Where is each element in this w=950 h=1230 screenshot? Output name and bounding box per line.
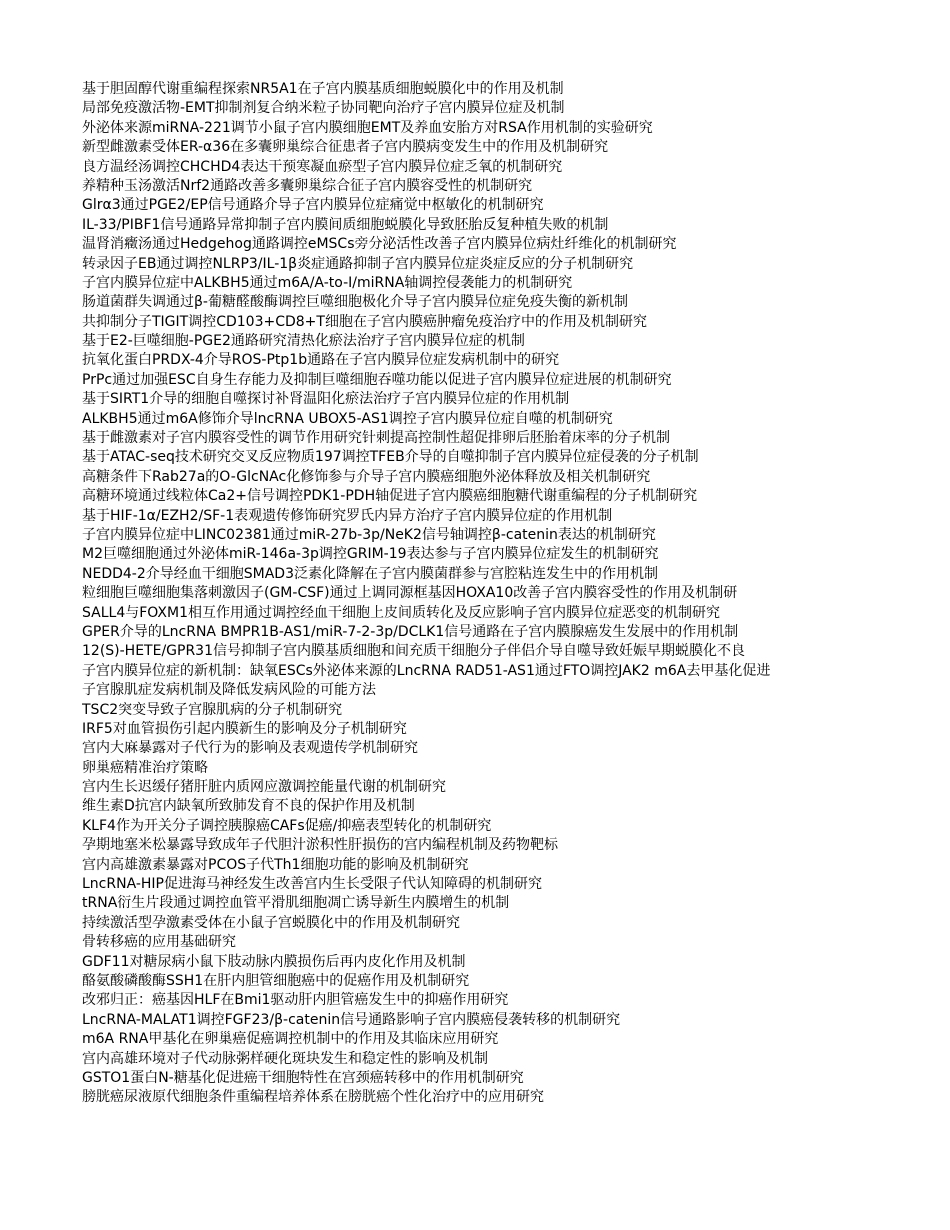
project-title-line: 良方温经汤调控CHCHD4表达干预寒凝血瘀型子宫内膜异位症乏氧的机制研究 bbox=[82, 158, 563, 175]
project-title-line: 外泌体来源miRNA-221调节小鼠子宫内膜细胞EMT及养血安胎方对RSA作用机制的实验研究 bbox=[82, 119, 653, 136]
project-title-line: 维生素D抗宫内缺氧所致肺发育不良的保护作用及机制 bbox=[82, 798, 415, 815]
project-title-line: IRF5对血管损伤引起内膜新生的影响及分子机制研究 bbox=[82, 720, 407, 737]
project-title-line: LncRNA-MALAT1调控FGF23/β-catenin信号通路影响子宫内膜癌侵袭转移的机制研究 bbox=[82, 1011, 621, 1028]
project-title-line: 肠道菌群失调通过β-葡糖醛酸酶调控巨噬细胞极化介导子宫内膜异位症免疫失衡的新机制 bbox=[82, 294, 628, 311]
project-title-line: 基于SIRT1介导的细胞自噬探讨补肾温阳化瘀法治疗子宫内膜异位症的作用机制 bbox=[82, 391, 570, 408]
project-title-line: 12(S)-HETE/GPR31信号抑制子宫内膜基质细胞和间充质干细胞分子伴侣介导自噬导致妊娠早期蜕膜化不良 bbox=[82, 643, 745, 660]
project-title-line: 局部免疫激活物-EMT抑制剂复合纳米粒子协同靶向治疗子宫内膜异位症及机制 bbox=[82, 100, 565, 117]
project-title-line: 宫内高雄环境对子代动脉粥样硬化斑块发生和稳定性的影响及机制 bbox=[82, 1050, 488, 1067]
project-title-line: GSTO1蛋白N-糖基化促进癌干细胞特性在宫颈癌转移中的作用机制研究 bbox=[82, 1069, 524, 1086]
project-title-line: 子宫内膜异位症中ALKBH5通过m6A/A-to-I/miRNA轴调控侵袭能力的机制研究 bbox=[82, 274, 573, 291]
project-title-line: 基于E2-巨噬细胞-PGE2通路研究清热化瘀法治疗子宫内膜异位症的机制 bbox=[82, 333, 525, 350]
project-title-line: 子宫腺肌症发病机制及降低发病风险的可能方法 bbox=[82, 682, 376, 699]
project-title-line: 基于ATAC-seq技术研究交叉反应物质197调控TFEB介导的自噬抑制子宫内膜异位症侵袭的分子机制 bbox=[82, 449, 699, 466]
project-title-line: 高糖环境通过线粒体Ca2+信号调控PDK1-PDH轴促进子宫内膜癌细胞糖代谢重编程的分子机制研究 bbox=[82, 488, 698, 505]
project-title-line: M2巨噬细胞通过外泌体miR-146a-3p调控GRIM-19表达参与子宫内膜异位症发生的机制研究 bbox=[82, 546, 659, 563]
project-title-line: 新型雌激素受体ER-α36在多囊卵巢综合征患者子宫内膜病变发生中的作用及机制研究 bbox=[82, 139, 609, 156]
project-title-line: SALL4与FOXM1相互作用通过调控经血干细胞上皮间质转化及反应影响子宫内膜异位症恶变的机制研究 bbox=[82, 604, 720, 621]
project-title-line: 抗氧化蛋白PRDX-4介导ROS-Ptp1b通路在子宫内膜异位症发病机制中的研究 bbox=[82, 352, 560, 369]
project-title-line: 共抑制分子TIGIT调控CD103+CD8+T细胞在子宫内膜癌肿瘤免疫治疗中的作用及机制研究 bbox=[82, 313, 647, 330]
project-title-line: 子宫内膜异位症的新机制：缺氧ESCs外泌体来源的LncRNA RAD51-AS1通过FTO调控JAK2 m6A去甲基化促进 bbox=[82, 662, 771, 679]
project-title-line: ALKBH5通过m6A修饰介导lncRNA UBOX5-AS1调控子宫内膜异位症自噬的机制研究 bbox=[82, 410, 613, 427]
project-title-line: 孕期地塞米松暴露导致成年子代胆汁淤积性肝损伤的宫内编程机制及药物靶标 bbox=[82, 837, 558, 854]
project-title-line: TSC2突变导致子宫腺肌病的分子机制研究 bbox=[82, 701, 343, 718]
project-title-line: 高糖条件下Rab27a的O-GlcNAc化修饰参与介导子宫内膜癌细胞外泌体释放及相关机制研究 bbox=[82, 468, 651, 485]
project-title-line: 持续激活型孕激素受体在小鼠子宫蜕膜化中的作用及机制研究 bbox=[82, 914, 460, 931]
project-title-line: 粒细胞巨噬细胞集落刺激因子(GM-CSF)通过上调同源框基因HOXA10改善子宫内膜容受性的作用及机制研 bbox=[82, 585, 738, 602]
project-title-line: 子宫内膜异位症中LINC02381通过miR-27b-3p/NeK2信号轴调控β-catenin表达的机制研究 bbox=[82, 526, 656, 543]
project-title-line: GDF11对糖尿病小鼠下肢动脉内膜损伤后再内皮化作用及机制 bbox=[82, 953, 466, 970]
project-title-line: 基于雌激素对子宫内膜容受性的调节作用研究针刺提高控制性超促排卵后胚胎着床率的分子机制 bbox=[82, 430, 670, 447]
project-title-line: 骨转移癌的应用基础研究 bbox=[82, 934, 236, 951]
project-title-line: Glrα3通过PGE2/EP信号通路介导子宫内膜异位症痛觉中枢敏化的机制研究 bbox=[82, 197, 544, 214]
project-title-line: IL-33/PIBF1信号通路异常抑制子宫内膜间质细胞蜕膜化导致胚胎反复种植失败的机制 bbox=[82, 216, 609, 233]
project-title-line: 转录因子EB通过调控NLRP3/IL-1β炎症通路抑制子宫内膜异位症炎症反应的分子机制研究 bbox=[82, 255, 634, 272]
project-title-line: KLF4作为开关分子调控胰腺癌CAFs促癌/抑癌表型转化的机制研究 bbox=[82, 817, 492, 834]
project-title-line: 改邪归正：癌基因HLF在Bmi1驱动肝内胆管癌发生中的抑癌作用研究 bbox=[82, 992, 509, 1009]
project-title-line: 基于胆固醇代谢重编程探索NR5A1在子宫内膜基质细胞蜕膜化中的作用及机制 bbox=[82, 81, 564, 97]
project-title-line: 温肾消癥汤通过Hedgehog通路调控eMSCs旁分泌活性改善子宫内膜异位病灶纤维化的机制研究 bbox=[82, 236, 677, 253]
project-title-line: 宫内生长迟缓仔猪肝脏内质网应激调控能量代谢的机制研究 bbox=[82, 779, 446, 796]
project-title-line: 酪氨酸磷酸酶SSH1在肝内胆管细胞癌中的促癌作用及机制研究 bbox=[82, 972, 470, 989]
project-title-line: 膀胱癌尿液原代细胞条件重编程培养体系在膀胱癌个性化治疗中的应用研究 bbox=[82, 1089, 544, 1106]
project-title-line: GPER介导的LncRNA BMPR1B-AS1/miR-7-2-3p/DCLK1信号通路在子宫内膜腺癌发生发展中的作用机制 bbox=[82, 623, 739, 640]
project-title-line: m6A RNA甲基化在卵巢癌促癌调控机制中的作用及其临床应用研究 bbox=[82, 1031, 499, 1048]
project-title-line: LncRNA-HIP促进海马神经发生改善宫内生长受限子代认知障碍的机制研究 bbox=[82, 876, 542, 893]
project-title-line: 养精种玉汤激活Nrf2通路改善多囊卵巢综合征子宫内膜容受性的机制研究 bbox=[82, 177, 533, 194]
project-title-line: 基于HIF-1α/EZH2/SF-1表观遗传修饰研究罗氏内异方治疗子宫内膜异位症的作用机制 bbox=[82, 507, 613, 524]
project-title-line: 宫内高雄激素暴露对PCOS子代Th1细胞功能的影响及机制研究 bbox=[82, 856, 469, 873]
project-title-line: NEDD4-2介导经血干细胞SMAD3泛素化降解在子宫内膜菌群参与宫腔粘连发生中的作用机制 bbox=[82, 565, 658, 582]
project-title-list bbox=[82, 80, 857, 1108]
project-title-line: PrPc通过加强ESC自身生存能力及抑制巨噬细胞吞噬功能以促进子宫内膜异位症进展的机制研究 bbox=[82, 371, 672, 388]
project-title-line: 卵巢癌精准治疗策略 bbox=[82, 759, 208, 776]
project-title-line: tRNA衍生片段通过调控血管平滑肌细胞凋亡诱导新生内膜增生的机制 bbox=[82, 895, 510, 912]
project-title-line: 宫内大麻暴露对子代行为的影响及表观遗传学机制研究 bbox=[82, 740, 418, 757]
